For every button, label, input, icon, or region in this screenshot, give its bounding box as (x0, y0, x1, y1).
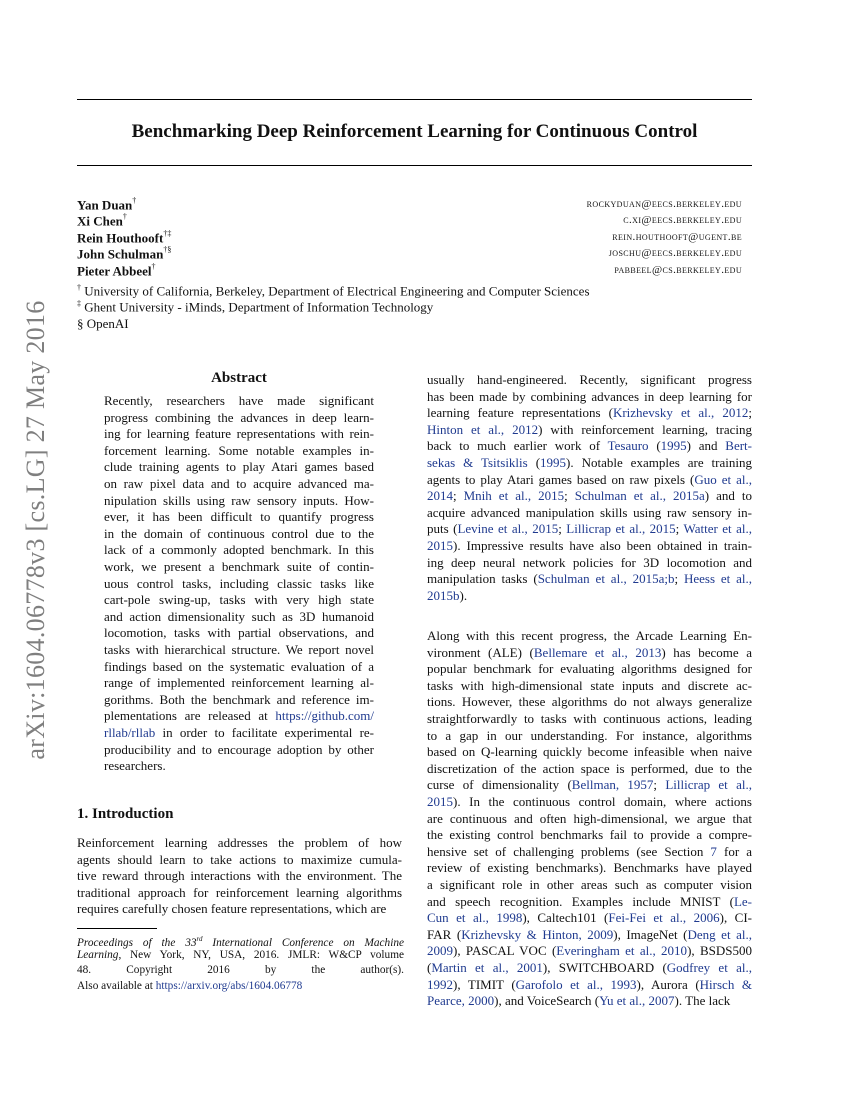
text-segment: ( (648, 438, 661, 454)
citation-link[interactable]: Schulman et al., 2015a (574, 488, 705, 504)
text-segment: Recently, researchers have made significant (104, 393, 374, 408)
text-segment: ), CI- (719, 910, 752, 926)
text-segment: ing deep neural network policies for 3D locomotion and (427, 554, 752, 570)
text-line (427, 521, 752, 538)
text-segment: ), ImageNet ( (613, 926, 688, 942)
text-line (427, 405, 752, 422)
citation-link[interactable]: Tesauro (607, 438, 649, 454)
text-segment: clude training agents to play Atari games based (104, 459, 374, 475)
author-name (77, 246, 171, 262)
text-line (104, 426, 374, 443)
text-line (104, 493, 374, 510)
text-segment: vironment (ALE) ( (427, 644, 534, 660)
text-segment: Along with this recent progress, the Arcade Learning En- (427, 628, 752, 643)
citation-link[interactable]: Garofolo et al., 1993 (515, 976, 637, 992)
text-segment: ), Aurora ( (636, 976, 700, 992)
text-segment: has been made by combining advances in deep learning for (427, 388, 752, 404)
text-segment: review of existing benchmarks). Benchmarks have played (427, 860, 752, 876)
text-line (427, 744, 752, 761)
citation-link[interactable]: 1995 (540, 455, 567, 470)
text-segment: Proceedings of the 33 (77, 936, 197, 949)
text-segment: acquire advanced manipulation skills using raw sensory in- (427, 504, 752, 520)
affiliation-text: University of California, Berkeley, Department of Electrical Engineering and Computer Sciences (81, 283, 590, 299)
author-name (77, 197, 136, 213)
text-line (427, 877, 752, 894)
citation-link[interactable]: 2014 (427, 488, 453, 504)
text-segment: ; (453, 488, 464, 504)
text-segment: based on Q-learning quickly become infeasible when naive (427, 744, 752, 760)
text-segment: forcement learning. Some notable examples in- (104, 442, 374, 458)
text-line (104, 542, 374, 559)
affiliation (77, 299, 433, 315)
text-segment: tasks with hierarchical structure. We report novel (104, 642, 374, 657)
author-email: rockyduan@eecs.berkeley.edu (586, 198, 742, 210)
text-line (427, 860, 752, 877)
text-segment: tions. However, these algorithms do not always generalize (427, 694, 752, 710)
author-name (77, 230, 171, 246)
author-email: joschu@eecs.berkeley.edu (608, 247, 742, 259)
citation-link[interactable]: https://github.com/ (275, 708, 374, 724)
citation-link[interactable]: Bellemare et al., 2013 (533, 644, 662, 660)
citation-link[interactable]: Pearce, 2000 (427, 993, 495, 1009)
affiliation-marks: †‡ (163, 229, 172, 238)
text-segment: hensive set of challenging problems (see Section (427, 843, 711, 859)
citation-link[interactable]: Schulman et al., 2015a;b (537, 571, 675, 587)
affiliation-marks: †§ (163, 245, 172, 254)
citation-link[interactable]: Bert- (725, 438, 752, 454)
text-line (427, 943, 752, 960)
text-line (427, 977, 752, 994)
text-line (104, 659, 374, 676)
text-line (427, 628, 752, 645)
text-line (427, 694, 752, 711)
citation-link[interactable]: 2015b (427, 587, 460, 603)
citation-link[interactable]: 2009 (427, 943, 453, 959)
text-segment: ( (527, 455, 541, 470)
text-line (427, 389, 752, 406)
citation-link[interactable]: rllab/rllab (104, 725, 156, 740)
text-segment: ing for learning feature representations with rein- (104, 426, 374, 442)
text-segment: agents should learn to take actions to maximize cumula- (77, 851, 402, 867)
paper-title: Benchmarking Deep Reinforcement Learning for Continuous Control (131, 121, 698, 142)
text-segment: ) has become a (661, 644, 752, 660)
text-segment: work, we present a benchmark suite of contin- (104, 559, 374, 574)
text-line (427, 455, 752, 472)
text-segment: puts ( (427, 521, 458, 537)
citation-link[interactable]: 2015 (427, 538, 453, 553)
text-segment: ), TIMIT ( (453, 976, 516, 992)
text-segment: ), BSDS500 (687, 943, 752, 959)
affiliation-text: OpenAI (83, 316, 129, 331)
citation-link[interactable]: Lillicrap et al., 2015 (566, 521, 676, 537)
text-segment: in the domain of continuous control due to the (104, 525, 374, 541)
text-line (77, 868, 402, 885)
text-line (104, 509, 374, 526)
author-name (77, 213, 127, 229)
text-line (427, 811, 752, 828)
citation-link[interactable]: Deng et al., (687, 926, 752, 942)
text-segment: back to much earlier work of (427, 438, 608, 454)
text-segment: Also available at (77, 979, 156, 992)
text-line (104, 758, 374, 775)
footnote-rule (77, 928, 157, 929)
text-segment: ). Notable examples are training (566, 455, 752, 470)
affiliation-mark: ‡ (77, 299, 81, 308)
author-name-text: Yan Duan (77, 197, 133, 213)
section-heading-introduction: 1. Introduction (77, 806, 174, 822)
citation-link[interactable]: 7 (710, 843, 717, 859)
citation-link[interactable]: Fei-Fei et al., 2006 (608, 910, 720, 926)
text-line (104, 609, 374, 626)
text-segment: lack of a commonly adopted benchmark. In this (104, 542, 374, 558)
text-segment: to a gap in our understanding. For instance, algorithms (427, 727, 752, 743)
citation-link[interactable]: Hirsch & (699, 976, 752, 992)
citation-link[interactable]: Lillicrap et al., (665, 777, 752, 793)
text-line (77, 901, 402, 918)
text-segment: on raw pixel data and to acquire advanced ma- (104, 476, 374, 491)
text-segment: ), and VoiceSearch ( (494, 993, 600, 1009)
text-segment: in order to facilitate experimental re- (155, 725, 374, 740)
text-line (427, 661, 752, 678)
text-segment: nipulation skills using raw sensory inputs. How- (104, 492, 374, 508)
citation-link[interactable]: Le- (733, 893, 752, 909)
text-segment: findings based on the systematic evaluation of a (104, 658, 374, 674)
text-segment: and action dimensionality such as 3D humanoid (104, 608, 374, 624)
text-segment: ), PASCAL VOC ( (453, 943, 557, 959)
text-segment: 48. Copyright 2016 by the author(s). (77, 964, 404, 976)
text-segment: ), SWITCHBOARD ( (542, 960, 667, 975)
text-line (427, 827, 752, 844)
text-line (77, 963, 404, 979)
affiliation (77, 283, 590, 299)
citation-link[interactable]: Martin et al., 2001 (431, 960, 543, 975)
text-segment: ) and to (704, 488, 752, 504)
author-email: rein.houthooft@ugent.be (612, 231, 742, 243)
text-line (104, 725, 374, 742)
text-line (104, 742, 374, 759)
text-segment: ( (427, 960, 432, 975)
affiliation-text: Ghent University - iMinds, Department of Information Technology (81, 299, 434, 315)
title-rule-top (77, 99, 752, 100)
text-segment: locomotion, tasks with partial observations, and (104, 625, 374, 641)
text-line (427, 910, 752, 927)
text-line (104, 443, 374, 460)
text-line (427, 794, 752, 811)
text-line (427, 538, 752, 555)
author-email: c.xi@eecs.berkeley.edu (623, 214, 742, 226)
text-segment: ; (564, 488, 575, 504)
text-line (427, 422, 752, 439)
text-line (427, 505, 752, 522)
text-line (427, 645, 752, 662)
text-segment: gorithms. Both the benchmark and reference im- (104, 691, 374, 707)
abstract-heading: Abstract (211, 370, 267, 386)
text-segment: ), Caltech101 ( (522, 910, 609, 926)
text-segment: ) and (686, 438, 726, 454)
text-line (427, 488, 752, 505)
citation-link[interactable]: Krizhevsky et al., 2012 (612, 405, 749, 421)
text-line (104, 559, 374, 576)
text-segment: requires carefully chosen feature representations, which are (77, 901, 387, 917)
citation-link[interactable]: 1992 (427, 976, 453, 992)
text-segment: discretization of the action space is performed, due to the (427, 760, 752, 776)
text-line (427, 993, 752, 1010)
text-segment: cart-pole swing-up, tasks with very high state (104, 592, 374, 608)
text-segment: curse of dimensionality ( (427, 777, 572, 793)
text-segment: ; (748, 405, 752, 421)
text-segment: agents to play Atari games based on raw pixels ( (427, 471, 695, 487)
citation-link[interactable]: https://arxiv.org/abs/1604.06778 (155, 979, 303, 992)
text-segment: ; (653, 777, 666, 793)
text-line (427, 555, 752, 572)
text-segment: ; (558, 521, 567, 537)
citation-link[interactable]: Heess et al., (683, 571, 753, 587)
affiliation-marks: † (132, 196, 137, 205)
text-segment: uous control tasks, including classic tasks like (104, 575, 374, 591)
text-line (104, 625, 374, 642)
affiliation-mark: † (77, 283, 81, 292)
citation-link[interactable]: 2015 (427, 794, 453, 809)
author-name-text: John Schulman (77, 246, 164, 262)
text-line (427, 588, 752, 605)
text-segment: rd (196, 935, 203, 943)
text-line (427, 960, 752, 977)
text-segment: manipulation tasks ( (427, 571, 538, 587)
text-segment: traditional approach for reinforcement learning algorithms (77, 884, 402, 900)
text-line (77, 979, 404, 995)
text-segment: researchers. (104, 758, 166, 774)
text-segment: Learning (77, 948, 119, 961)
text-line (427, 711, 752, 728)
text-line (427, 927, 752, 944)
text-segment: plementations are released at (104, 708, 276, 724)
text-line (427, 844, 752, 861)
text-segment: ; (674, 571, 684, 587)
text-line (104, 592, 374, 609)
text-segment: ). (459, 587, 468, 603)
text-segment: FAR ( (427, 926, 462, 942)
citation-link[interactable]: Krizhevsky & Hinton, 2009 (461, 926, 614, 942)
affiliation (77, 316, 129, 332)
affiliation-mark: § (77, 316, 84, 331)
text-segment: straightforwardly to tasks with continuous actions, leading (427, 711, 752, 726)
citation-link[interactable]: Hinton et al., 2012 (427, 421, 539, 437)
text-segment: producibility and to encourage adoption by other (104, 741, 374, 757)
text-segment: ever, it has been difficult to quantify progress (104, 509, 374, 525)
text-segment: tasks with high-dimensional state inputs and discrete ac- (427, 677, 752, 693)
author-name-text: Xi Chen (77, 213, 123, 229)
text-segment: usually hand-engineered. Recently, significant progress (427, 372, 752, 387)
text-segment: a significant role in other areas such as computer vision (427, 877, 752, 892)
text-line (104, 576, 374, 593)
affiliation-marks: † (151, 262, 156, 271)
text-segment: and speech recognition. Examples include MNIST ( (427, 893, 734, 909)
text-line (104, 393, 374, 410)
citation-link[interactable]: Godfrey et al., (666, 960, 752, 975)
text-line (104, 642, 374, 659)
text-segment: for a (716, 843, 752, 859)
citation-link[interactable]: sekas & Tsitsiklis (427, 455, 528, 470)
text-line (104, 410, 374, 427)
text-segment: the existing control benchmarks fail to provide a compre- (427, 827, 752, 843)
text-line (77, 835, 402, 852)
text-line (104, 675, 374, 692)
text-segment: ). In the continuous control domain, where actions (453, 794, 752, 809)
author-email: pabbeel@cs.berkeley.edu (614, 264, 742, 276)
text-line (427, 571, 752, 588)
text-segment: popular benchmark for evaluating algorithms designed for (427, 661, 752, 677)
text-line (104, 692, 374, 709)
text-segment: progress combining the advances in deep learn- (104, 409, 374, 425)
text-segment: learning feature representations ( (427, 405, 613, 421)
citation-link[interactable]: Yu et al., 2007 (599, 993, 675, 1009)
text-segment: are continuous and often high-dimensional, we argue that (427, 810, 752, 826)
arxiv-stamp: arXiv:1604.06778v3 [cs.LG] 27 May 2016 (21, 300, 50, 760)
citation-link[interactable]: 1995 (660, 438, 687, 454)
text-line (427, 894, 752, 911)
text-segment: ) with reinforcement learning, tracing (538, 421, 752, 437)
title-rule-bottom (77, 165, 752, 166)
citation-link[interactable]: Cun et al., 1998 (427, 910, 523, 926)
citation-link[interactable]: Watter et al., (683, 521, 753, 537)
citation-link[interactable]: Everingham et al., 2010 (556, 943, 688, 959)
text-segment: ; (675, 521, 684, 537)
text-line (77, 948, 404, 964)
text-line (77, 885, 402, 902)
text-segment: Reinforcement learning addresses the problem of how (77, 835, 402, 850)
text-line (104, 476, 374, 493)
author-name (77, 263, 156, 279)
author-name-text: Pieter Abbeel (77, 263, 152, 279)
text-line (77, 852, 402, 869)
text-segment: ). Impressive results have also been obtained in train- (453, 538, 752, 553)
text-line (427, 777, 752, 794)
text-segment: International Conference on Machine (202, 936, 404, 949)
text-segment: , New York, NY, USA, 2016. JMLR: W&CP volume (118, 948, 404, 961)
text-segment: ). The lack (674, 993, 731, 1009)
text-segment: tive reward through interactions with the environment. The (77, 868, 402, 884)
text-line (427, 472, 752, 489)
citation-link[interactable]: Levine et al., 2015 (457, 521, 559, 537)
text-line (104, 526, 374, 543)
text-segment: range of implemented reinforcement learning al- (104, 675, 374, 691)
text-line (104, 708, 374, 725)
text-line (104, 459, 374, 476)
text-line (427, 372, 752, 389)
text-line (427, 438, 752, 455)
citation-link[interactable]: Bellman, 1957 (571, 777, 654, 793)
text-line (427, 728, 752, 745)
affiliation-marks: † (122, 212, 127, 221)
text-line (427, 761, 752, 778)
citation-link[interactable]: Guo et al., (694, 471, 752, 487)
citation-link[interactable]: Mnih et al., 2015 (463, 488, 565, 504)
author-name-text: Rein Houthooft (77, 230, 164, 246)
text-line (427, 678, 752, 695)
